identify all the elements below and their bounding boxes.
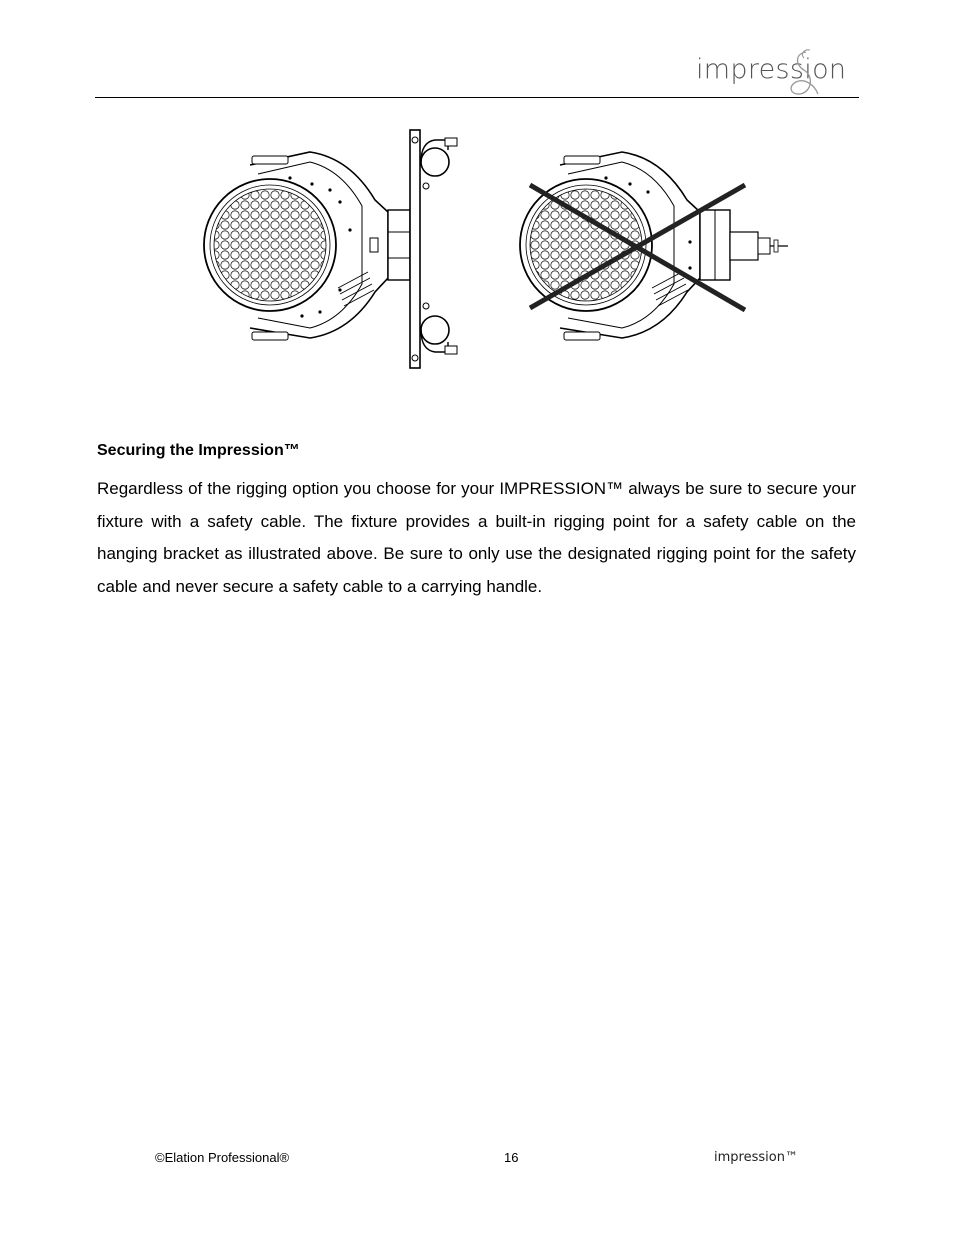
footer-copyright: ©Elation Professional®	[155, 1150, 290, 1165]
logo-wordmark: impression	[696, 54, 847, 85]
body-paragraph: Regardless of the rigging option you choose for your IMPRESSION™ always be sure to secure your fixture with a safety cable. The fixture provides a built-in rigging point for a safety cable on the hanging bracket as illustrated above. Be sure to only use the designated rigging point for the safety cable and never secure a safety cable to a carrying handle.	[97, 479, 856, 596]
brand-logo	[696, 50, 861, 100]
section-heading: Securing the Impression™	[97, 442, 300, 459]
fixture-incorrect	[520, 152, 788, 340]
logo-swirl-icon	[784, 48, 824, 100]
footer-page-number: 16	[504, 1150, 519, 1165]
rigging-illustration	[190, 120, 810, 380]
fixture-correct	[204, 130, 457, 368]
footer-product-name: impression™	[714, 1150, 798, 1165]
header-divider	[95, 97, 859, 98]
